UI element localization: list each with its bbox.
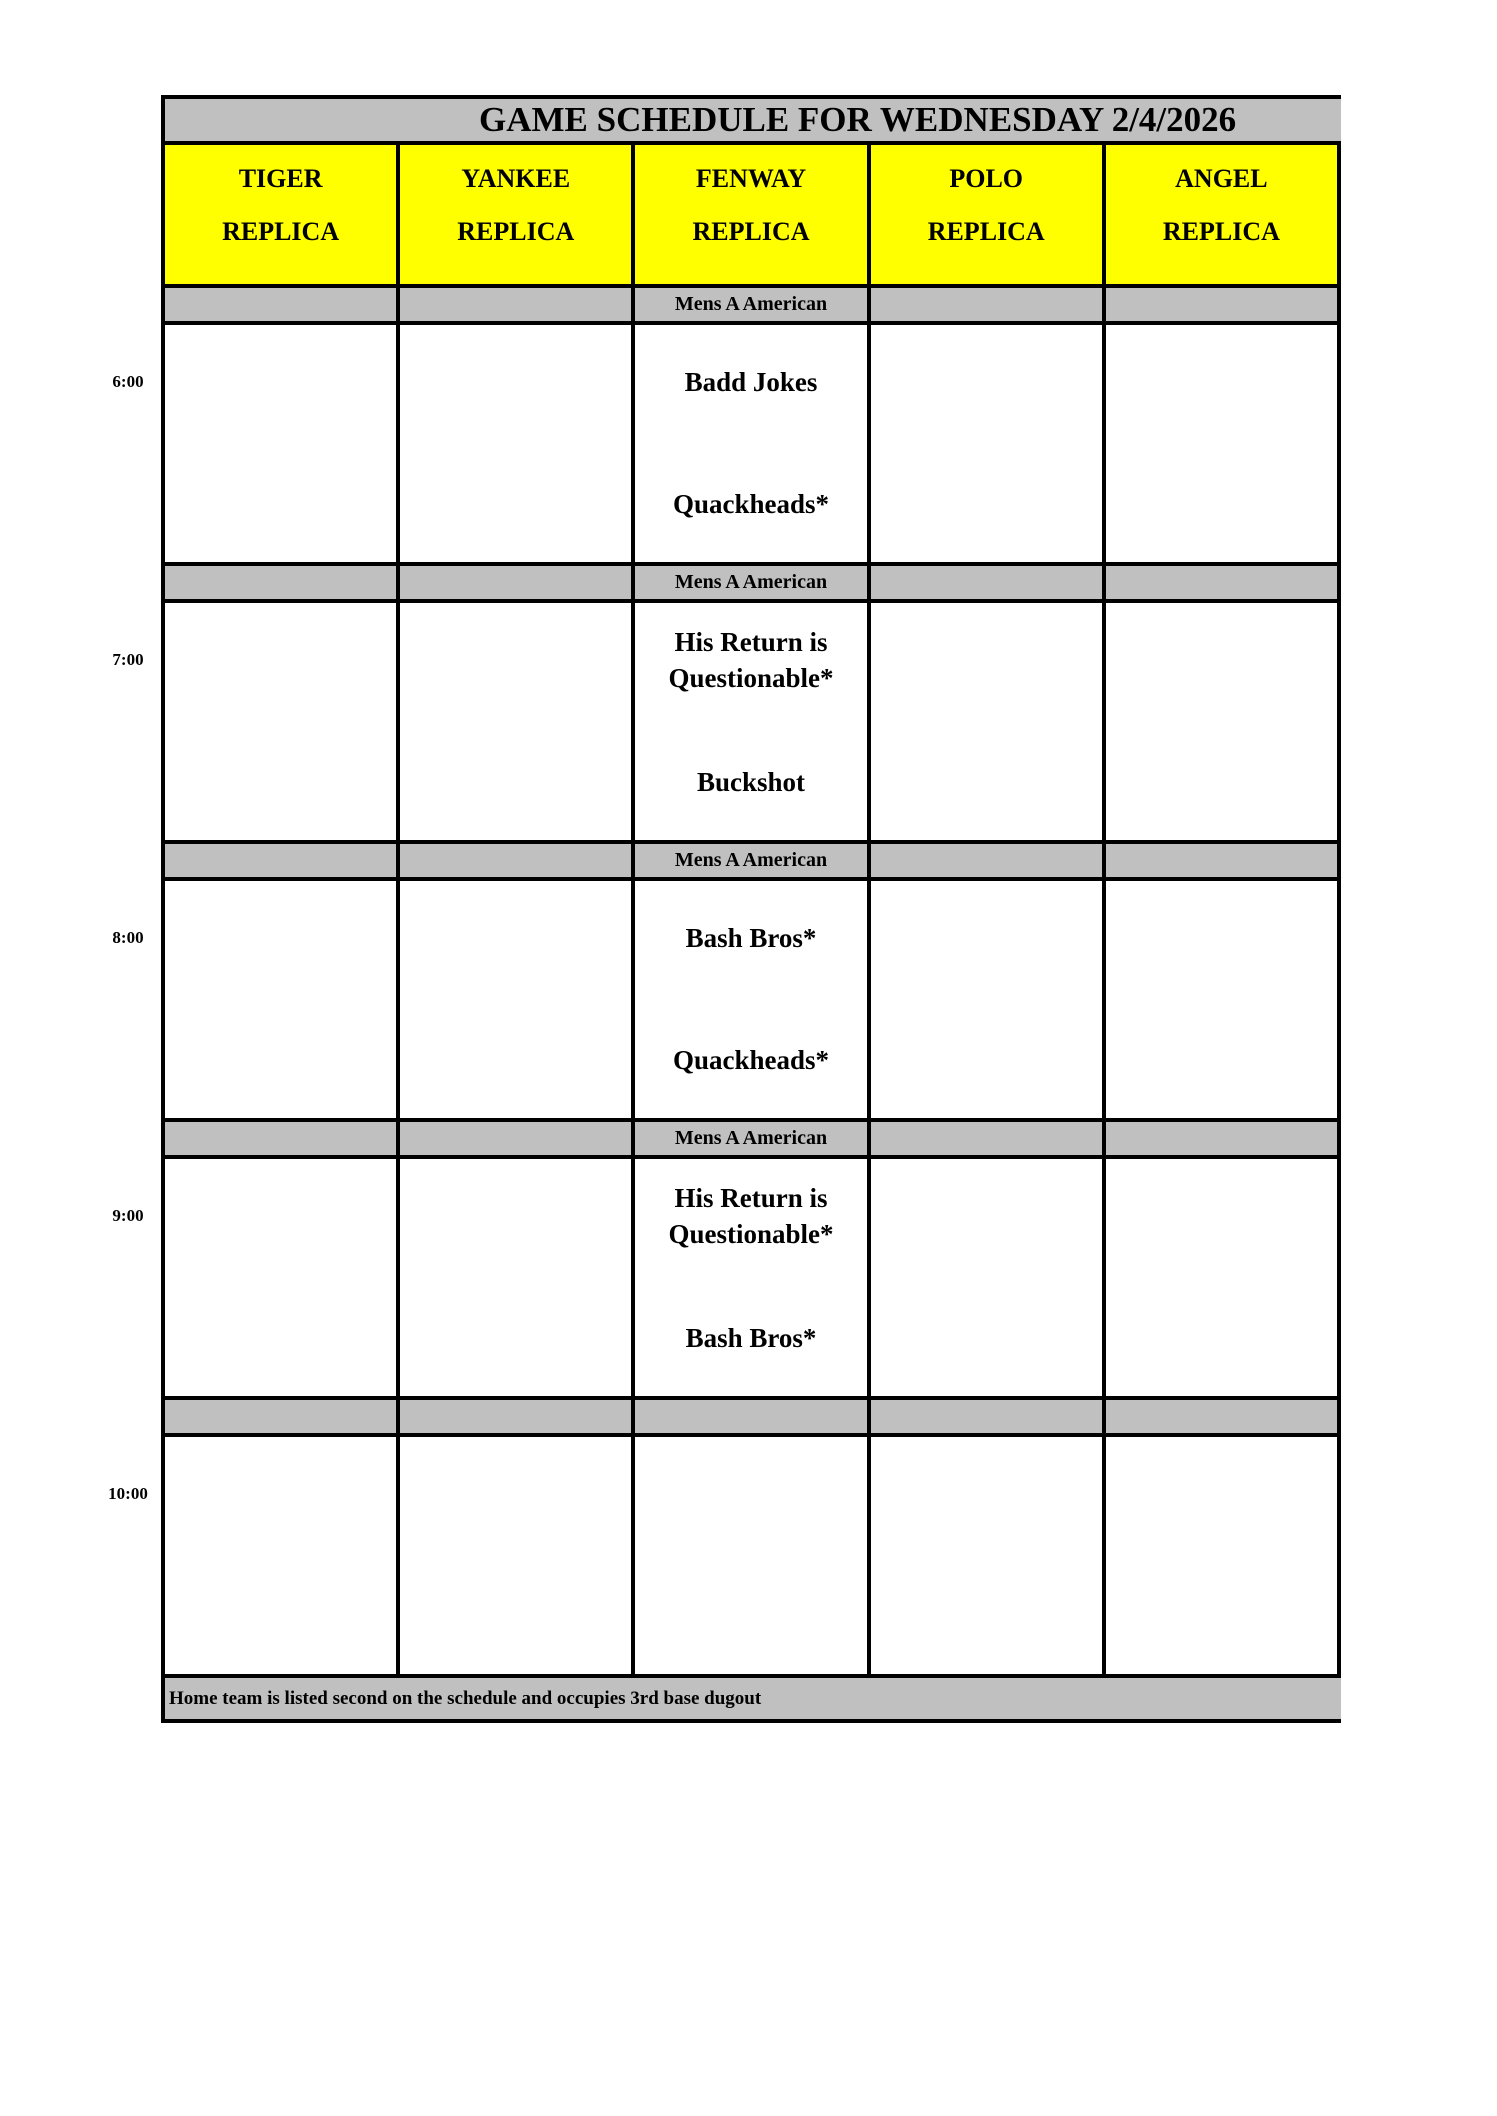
- game-cell: [400, 1437, 631, 1674]
- game-cell: [871, 1437, 1102, 1674]
- game-cell: [400, 881, 631, 1118]
- division-label: Mens A American: [674, 571, 828, 593]
- schedule-grid: [161, 141, 1341, 1678]
- game-cell: [400, 325, 631, 562]
- field-name: FENWAY: [695, 164, 807, 193]
- division-bar-cell: [871, 1122, 1102, 1155]
- home-team: Buckshot: [696, 767, 806, 797]
- game-cell: [1106, 325, 1337, 562]
- division-label: Mens A American: [674, 849, 828, 871]
- game-cell: [871, 881, 1102, 1118]
- field-header-polo: [871, 145, 1102, 284]
- time-label: 9:00: [112, 1206, 144, 1225]
- field-subtitle: REPLICA: [457, 217, 575, 246]
- game-cell: [635, 1437, 866, 1674]
- division-bar-cell: [400, 844, 631, 877]
- field-subtitle: REPLICA: [1162, 217, 1280, 246]
- away-team: Bash Bros*: [685, 923, 817, 953]
- game-cell: [1106, 881, 1337, 1118]
- game-cell: [635, 325, 866, 562]
- footer-note: Home team is listed second on the schedule and occupies 3rd base dugout: [169, 1688, 762, 1709]
- game-cell: [635, 603, 866, 840]
- division-bar-cell: [400, 288, 631, 321]
- field-subtitle: REPLICA: [692, 217, 810, 246]
- division-bar-cell: [400, 1122, 631, 1155]
- home-team: Quackheads*: [672, 489, 830, 519]
- game-cell: [635, 1159, 866, 1396]
- division-bar-cell: [165, 566, 396, 599]
- division-bar-cell: [1106, 566, 1337, 599]
- division-bar-cell: [400, 1400, 631, 1433]
- game-cell: [1106, 603, 1337, 840]
- schedule-title: GAME SCHEDULE FOR WEDNESDAY 2/4/2026: [479, 100, 1237, 139]
- away-team: Badd Jokes: [684, 367, 818, 397]
- game-cell: [871, 1159, 1102, 1396]
- field-header-fenway: [635, 145, 866, 284]
- time-label: 6:00: [112, 372, 144, 391]
- field-name: YANKEE: [461, 164, 571, 193]
- field-header-tiger: [165, 145, 396, 284]
- division-bar-cell: [871, 288, 1102, 321]
- division-bar-cell: [1106, 844, 1337, 877]
- game-cell: [165, 325, 396, 562]
- title-row: [161, 95, 1341, 141]
- game-cell: [165, 603, 396, 840]
- field-subtitle: REPLICA: [927, 217, 1045, 246]
- division-bar-cell: [400, 566, 631, 599]
- time-label: 8:00: [112, 928, 144, 947]
- game-cell: [165, 1437, 396, 1674]
- division-bar-cell: [871, 566, 1102, 599]
- field-header-yankee: [400, 145, 631, 284]
- field-name: ANGEL: [1175, 164, 1268, 193]
- game-cell: [1106, 1437, 1337, 1674]
- field-subtitle: REPLICA: [222, 217, 340, 246]
- game-cell: [635, 881, 866, 1118]
- division-bar-cell: [871, 1400, 1102, 1433]
- division-bar-cell: [165, 1122, 396, 1155]
- division-bar-cell: [635, 844, 866, 877]
- game-cell: [165, 1159, 396, 1396]
- time-label: 7:00: [112, 650, 144, 669]
- time-label: 10:00: [108, 1484, 148, 1503]
- field-header-angel: [1106, 145, 1337, 284]
- field-name: POLO: [949, 164, 1024, 193]
- division-bar-cell: [1106, 1400, 1337, 1433]
- game-cell: [871, 325, 1102, 562]
- game-cell: [871, 603, 1102, 840]
- home-team: Bash Bros*: [685, 1323, 817, 1353]
- division-label: Mens A American: [674, 293, 828, 315]
- home-team: Quackheads*: [672, 1045, 830, 1075]
- game-cell: [1106, 1159, 1337, 1396]
- field-name: TIGER: [238, 164, 323, 193]
- division-bar-cell: [635, 288, 866, 321]
- footer-row: [161, 1678, 1341, 1723]
- division-label: Mens A American: [674, 1127, 828, 1149]
- division-bar-cell: [635, 1122, 866, 1155]
- away-team: His Return is Questionable*: [668, 1183, 834, 1249]
- division-bar-cell: [165, 1400, 396, 1433]
- division-bar-cell: [871, 844, 1102, 877]
- game-cell: [165, 881, 396, 1118]
- division-bar-cell: [635, 566, 866, 599]
- division-bar-cell: [1106, 288, 1337, 321]
- away-team: His Return is Questionable*: [668, 627, 834, 693]
- game-cell: [400, 603, 631, 840]
- division-bar-cell: [165, 844, 396, 877]
- game-cell: [400, 1159, 631, 1396]
- division-bar-cell: [165, 288, 396, 321]
- division-bar-cell: [635, 1400, 866, 1433]
- division-bar-cell: [1106, 1122, 1337, 1155]
